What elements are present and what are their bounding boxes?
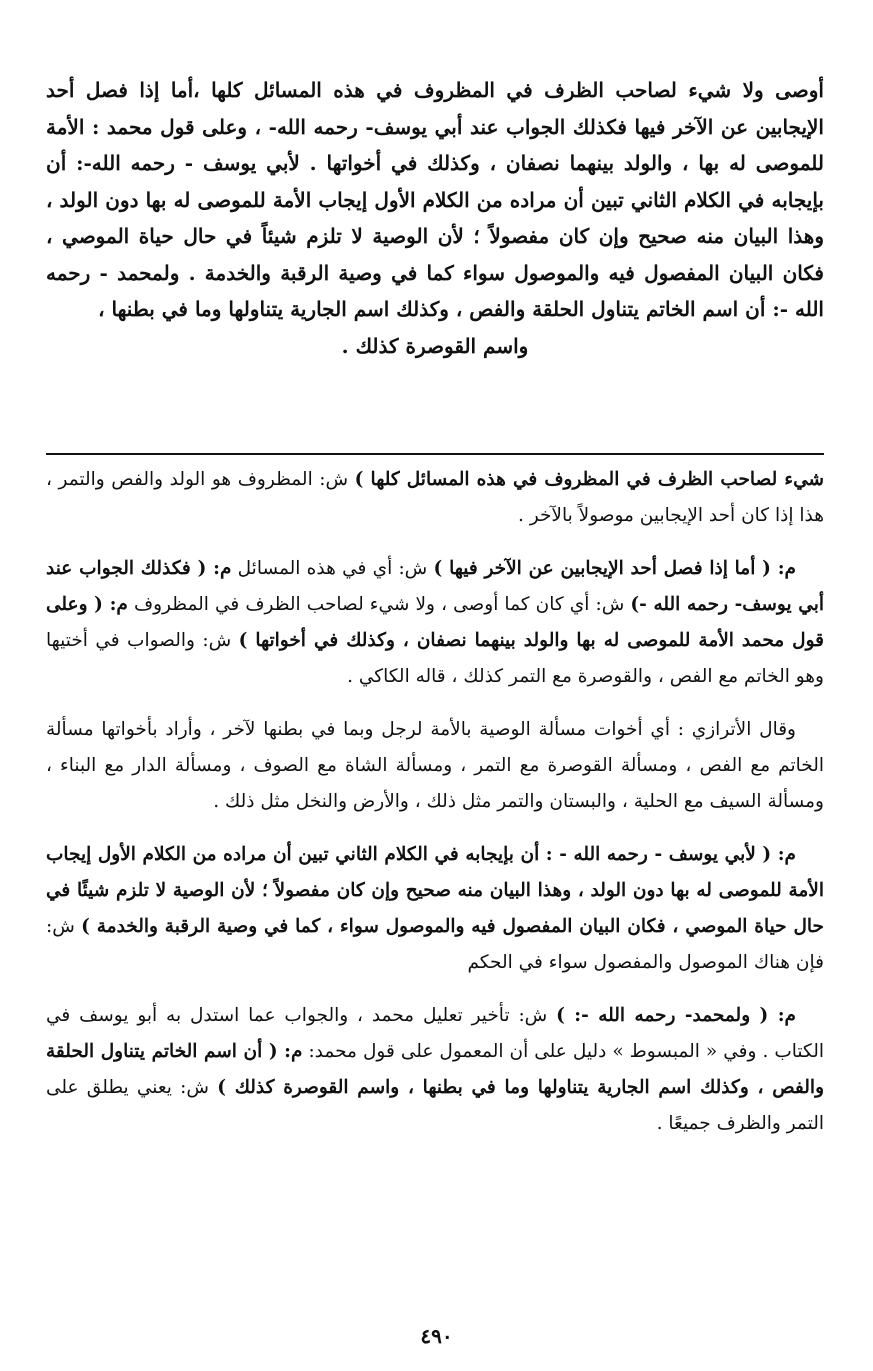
sharh-text: ش: أي كان كما أوصى ، ولا شيء لصاحب الظرف في المظروف	[127, 594, 631, 615]
matn-quote: م: ( أن اسم الخاتم يتناول الحلقة والفص ، وكذلك اسم الجارية يتناولها وما في بطنها ، واسم القوصرة كذلك )	[46, 1041, 824, 1098]
sharh-text: ش: فإن هناك الموصول والمفصول سواء في الحكم	[46, 916, 824, 973]
page-number: ٤٩٠	[420, 1324, 453, 1348]
matn-quote: م: ( لأبي يوسف - رحمه الله - : أن بإيجابه في الكلام الثاني تبين أن مراده من الكلام الأول إيجاب الأمة للموصى له بها دون الولد ، وهذا البيان منه صحيح وإن كان مفصولاً ؛ لأن الوصية لا تلزم شيئًا في حال حياة الموصي ، فكان البيان المفصول فيه والموصول سواء ، كما في وصية الرقبة والخدمة )	[46, 844, 824, 937]
commentary-note	[46, 712, 824, 820]
sharh-text: وقال الأترازي : أي أخوات مسألة الوصية بالأمة لرجل وبما في بطنها لآخر ، وأراد بأخواتها مسألة الخاتم مع الفص ، ومسألة القوصرة مع التمر ، ومسألة الشاة مع الصوف ، ومسألة الدار مع البناء ، ومسألة السيف مع الحلية ، والبستان والتمر مثل ذلك ، والأرض والنخل مثل ذلك .	[46, 719, 824, 812]
sharh-text: ش: يعني يطلق على التمر والظرف جميعًا .	[46, 1077, 824, 1134]
matn-quote: م: ( فكذلك الجواب عند أبي يوسف- رحمه الله -)	[46, 558, 824, 615]
main-paragraph: أوصى ولا شيء لصاحب الظرف في المظروف في هذه المسائل كلها ،أما إذا فصل أحد الإيجابين عن الآخر فيها فكذلك الجواب عند أبي يوسف- رحمه الله- ، وعلى قول محمد : الأمة للموصى له بها ، والولد بينهما نصفان ، وكذلك في أخواتها . لأبي يوسف - رحمه الله-: أن بإيجابه في الكلام الثاني تبين أن مراده من الكلام الأول إيجاب الأمة للموصى له بها دون الولد ، وهذا البيان منه صحيح وإن كان مفصولاً ؛ لأن الوصية لا تلزم شيئاً في حال حياة الموصي ، فكان البيان المفصول فيه والموصول سواء كما في وصية الرقبة والخدمة . ولمحمد - رحمه الله -: أن اسم الخاتم يتناول الحلقة والفص ، وكذلك اسم الجارية يتناولها وما في بطنها ،	[46, 78, 824, 321]
commentary-note	[46, 462, 824, 534]
matn-quote: م: ( أما إذا فصل أحد الإيجابين عن الآخر فيها )	[433, 558, 796, 579]
sharh-text: ش: المظروف هو الولد والفص والتمر ، هذا إذا كان أحد الإيجابين موصولاً بالآخر .	[46, 469, 824, 526]
main-closing-line: واسم القوصرة كذلك .	[341, 333, 529, 358]
commentary-section	[46, 462, 824, 1159]
sharh-text: ش: تأخير تعليل محمد ، والجواب عما استدل به أبو يوسف في الكتاب . وفي « المبسوط » دليل على أن المعمول على قول محمد:	[46, 1005, 824, 1062]
sharh-text: ش: أي في هذه المسائل	[231, 558, 434, 579]
footnote-divider	[46, 453, 824, 455]
matn-quote: م: ( ولمحمد- رحمه الله -: )	[556, 1005, 796, 1026]
sharh-text: ش: والصواب في أختيها وهو الخاتم مع الفص ، والقوصرة مع التمر كذلك ، قاله الكاكي .	[46, 630, 824, 687]
matn-quote: م: ( وعلى قول محمد الأمة للموصى له بها والولد بينهما نصفان ، وكذلك في أخواتها )	[46, 594, 825, 651]
main-text	[46, 72, 824, 364]
matn-quote: شيء لصاحب الظرف في المظروف في هذه المسائل كلها )	[354, 469, 824, 490]
commentary-note	[46, 837, 824, 981]
commentary-note	[46, 998, 824, 1142]
commentary-note	[46, 551, 824, 695]
